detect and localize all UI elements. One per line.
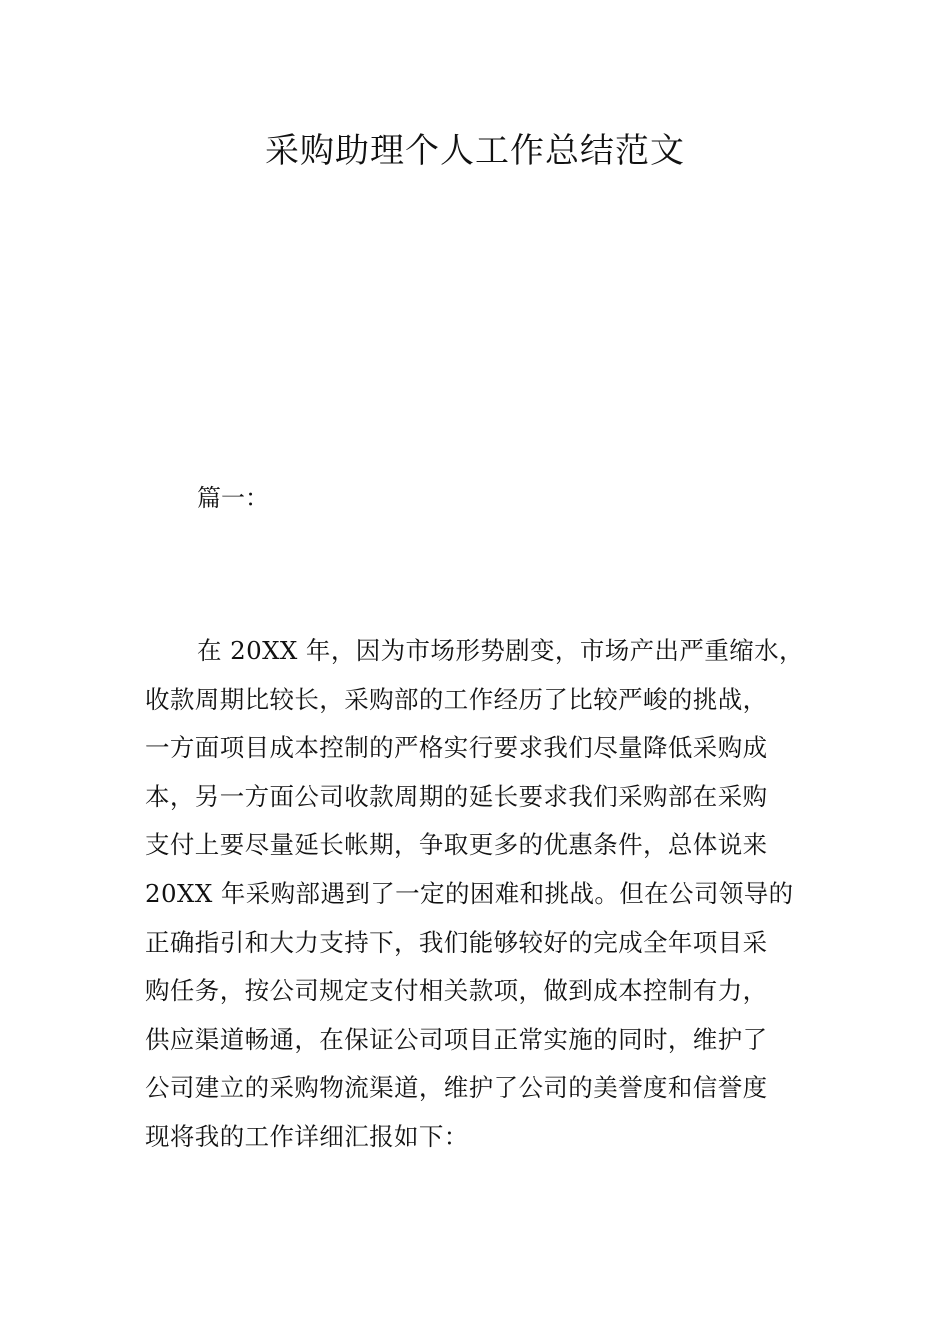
section-label: 篇一： xyxy=(197,484,269,512)
document-title: 采购助理个人工作总结范文 xyxy=(265,131,685,171)
paragraph-line: 一方面项目成本控制的严格实行要求我们尽量降低采购成 xyxy=(145,733,768,763)
paragraph-line: 正确指引和大力支持下，我们能够较好的完成全年项目采 xyxy=(145,927,768,957)
paragraph-line: 收款周期比较长，采购部的工作经历了比较严峻的挑战， xyxy=(145,684,768,714)
paragraph-line: 现将我的工作详细汇报如下： xyxy=(145,1121,469,1151)
body-paragraph xyxy=(145,627,809,1162)
paragraph-line: 购任务，按公司规定支付相关款项，做到成本控制有力， xyxy=(145,976,768,1006)
paragraph-line: 20XX 年采购部遇到了一定的困难和挑战。但在公司领导的 xyxy=(145,878,794,908)
paragraph-line: 本，另一方面公司收款周期的延长要求我们采购部在采购 xyxy=(145,781,768,811)
paragraph-line: 供应渠道畅通，在保证公司项目正常实施的同时，维护了 xyxy=(145,1024,768,1054)
paragraph-line: 支付上要尽量延长帐期，争取更多的优惠条件，总体说来 xyxy=(145,830,768,860)
paragraph-line: 公司建立的采购物流渠道，维护了公司的美誉度和信誉度 xyxy=(145,1073,768,1103)
paragraph-line: 在 20XX 年，因为市场形势剧变，市场产出严重缩水， xyxy=(197,636,804,665)
